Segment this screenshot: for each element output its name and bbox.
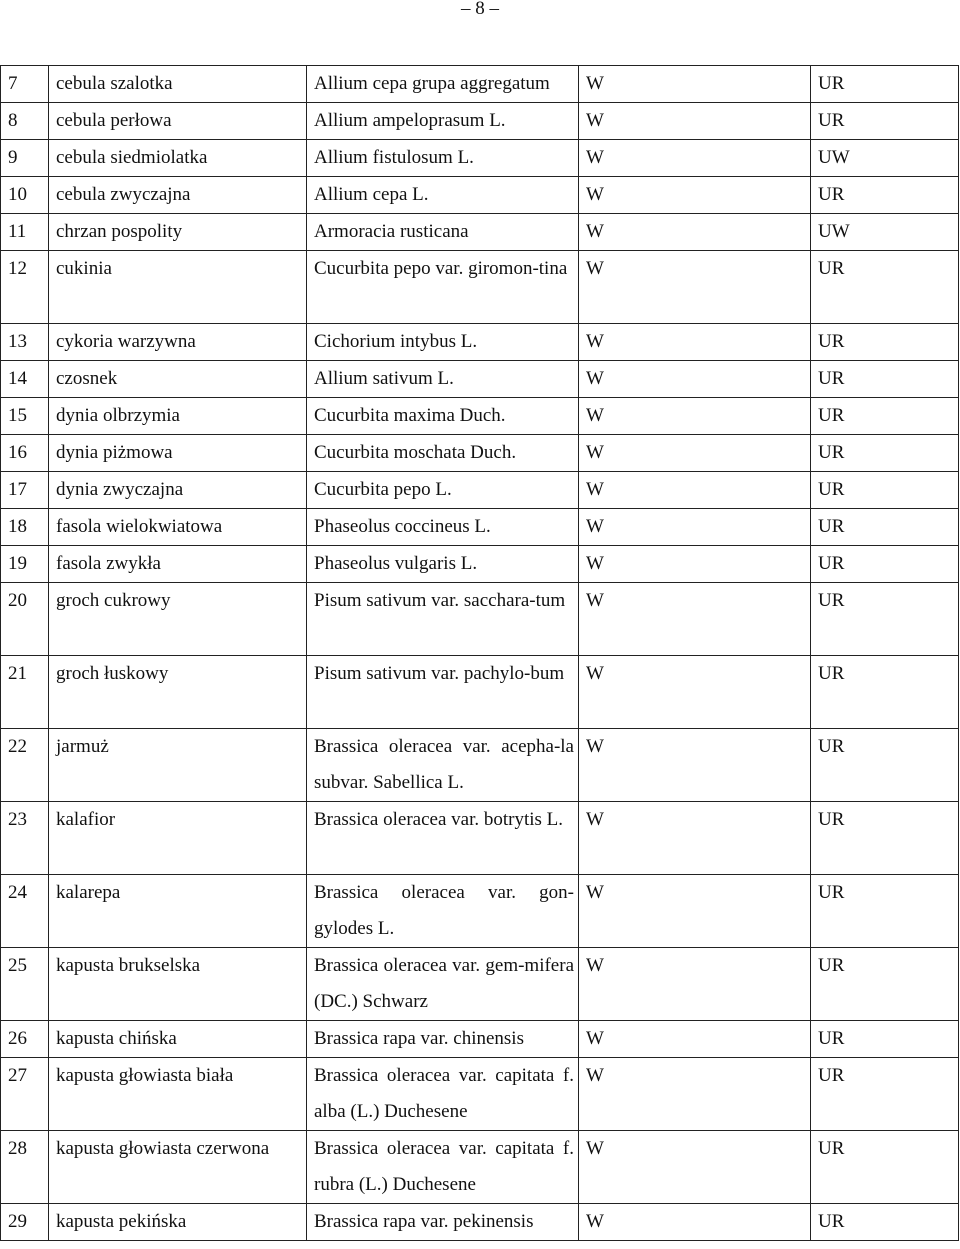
row-number-cell: 27 bbox=[1, 1058, 49, 1131]
status-code-cell: UR bbox=[811, 103, 959, 140]
polish-name-cell: dynia zwyczajna bbox=[49, 472, 307, 509]
polish-name-cell: kapusta pekińska bbox=[49, 1204, 307, 1241]
w-code-cell: W bbox=[579, 656, 811, 729]
row-number-cell: 13 bbox=[1, 324, 49, 361]
w-code-cell: W bbox=[579, 948, 811, 1021]
status-code-cell: UR bbox=[811, 361, 959, 398]
status-code-cell: UR bbox=[811, 948, 959, 1021]
table-row bbox=[1, 66, 959, 103]
polish-name-cell: fasola zwykła bbox=[49, 546, 307, 583]
status-code-cell: UR bbox=[811, 1058, 959, 1131]
w-code-cell: W bbox=[579, 1058, 811, 1131]
table-row bbox=[1, 361, 959, 398]
table-row bbox=[1, 214, 959, 251]
polish-name-cell: cebula perłowa bbox=[49, 103, 307, 140]
status-code-cell: UR bbox=[811, 1021, 959, 1058]
polish-name-cell: jarmuż bbox=[49, 729, 307, 802]
w-code-cell: W bbox=[579, 361, 811, 398]
row-number-cell: 22 bbox=[1, 729, 49, 802]
table-row bbox=[1, 324, 959, 361]
table-row bbox=[1, 509, 959, 546]
latin-name-cell: Cucurbita pepo L. bbox=[307, 472, 579, 509]
latin-name-cell: Brassica oleracea var. botrytis L. bbox=[307, 802, 579, 875]
status-code-cell: UR bbox=[811, 729, 959, 802]
polish-name-cell: kapusta głowiasta czerwona bbox=[49, 1131, 307, 1204]
row-number-cell: 29 bbox=[1, 1204, 49, 1241]
status-code-cell: UR bbox=[811, 324, 959, 361]
row-number-cell: 25 bbox=[1, 948, 49, 1021]
table-row bbox=[1, 948, 959, 1021]
polish-name-cell: fasola wielokwiatowa bbox=[49, 509, 307, 546]
status-code-cell: UR bbox=[811, 546, 959, 583]
latin-name-cell: Allium sativum L. bbox=[307, 361, 579, 398]
status-code-cell: UR bbox=[811, 875, 959, 948]
w-code-cell: W bbox=[579, 729, 811, 802]
w-code-cell: W bbox=[579, 546, 811, 583]
w-code-cell: W bbox=[579, 251, 811, 324]
w-code-cell: W bbox=[579, 509, 811, 546]
table-row bbox=[1, 546, 959, 583]
latin-name-cell: Brassica oleracea var. capitata f. alba (L.) Duchesene bbox=[307, 1058, 579, 1131]
status-code-cell: UW bbox=[811, 140, 959, 177]
table-row bbox=[1, 1058, 959, 1131]
species-table bbox=[0, 65, 959, 1241]
table-row bbox=[1, 729, 959, 802]
latin-name-cell: Brassica oleracea var. acepha-la subvar. Sabellica L. bbox=[307, 729, 579, 802]
species-table-body bbox=[1, 66, 959, 1241]
w-code-cell: W bbox=[579, 140, 811, 177]
polish-name-cell: groch łuskowy bbox=[49, 656, 307, 729]
w-code-cell: W bbox=[579, 435, 811, 472]
status-code-cell: UR bbox=[811, 398, 959, 435]
polish-name-cell: kapusta chińska bbox=[49, 1021, 307, 1058]
polish-name-cell: cebula siedmiolatka bbox=[49, 140, 307, 177]
w-code-cell: W bbox=[579, 875, 811, 948]
status-code-cell: UR bbox=[811, 1204, 959, 1241]
row-number-cell: 9 bbox=[1, 140, 49, 177]
row-number-cell: 18 bbox=[1, 509, 49, 546]
w-code-cell: W bbox=[579, 214, 811, 251]
table-row bbox=[1, 583, 959, 656]
table-row bbox=[1, 177, 959, 214]
table-row bbox=[1, 472, 959, 509]
polish-name-cell: kapusta głowiasta biała bbox=[49, 1058, 307, 1131]
status-code-cell: UW bbox=[811, 214, 959, 251]
latin-name-cell: Brassica oleracea var. gem-mifera (DC.) Schwarz bbox=[307, 948, 579, 1021]
status-code-cell: UR bbox=[811, 656, 959, 729]
table-row bbox=[1, 435, 959, 472]
polish-name-cell: kalafior bbox=[49, 802, 307, 875]
row-number-cell: 14 bbox=[1, 361, 49, 398]
table-row bbox=[1, 656, 959, 729]
w-code-cell: W bbox=[579, 583, 811, 656]
row-number-cell: 15 bbox=[1, 398, 49, 435]
table-row bbox=[1, 398, 959, 435]
row-number-cell: 19 bbox=[1, 546, 49, 583]
w-code-cell: W bbox=[579, 398, 811, 435]
polish-name-cell: dynia piżmowa bbox=[49, 435, 307, 472]
latin-name-cell: Allium cepa grupa aggregatum bbox=[307, 66, 579, 103]
polish-name-cell: chrzan pospolity bbox=[49, 214, 307, 251]
row-number-cell: 24 bbox=[1, 875, 49, 948]
w-code-cell: W bbox=[579, 1021, 811, 1058]
page-number bbox=[0, 0, 960, 20]
table-row bbox=[1, 1131, 959, 1204]
row-number-cell: 11 bbox=[1, 214, 49, 251]
w-code-cell: W bbox=[579, 1131, 811, 1204]
w-code-cell: W bbox=[579, 66, 811, 103]
status-code-cell: UR bbox=[811, 472, 959, 509]
status-code-cell: UR bbox=[811, 66, 959, 103]
polish-name-cell: cykoria warzywna bbox=[49, 324, 307, 361]
polish-name-cell: kalarepa bbox=[49, 875, 307, 948]
table-row bbox=[1, 251, 959, 324]
status-code-cell: UR bbox=[811, 177, 959, 214]
row-number-cell: 10 bbox=[1, 177, 49, 214]
status-code-cell: UR bbox=[811, 509, 959, 546]
w-code-cell: W bbox=[579, 802, 811, 875]
w-code-cell: W bbox=[579, 324, 811, 361]
w-code-cell: W bbox=[579, 472, 811, 509]
row-number-cell: 16 bbox=[1, 435, 49, 472]
status-code-cell: UR bbox=[811, 435, 959, 472]
latin-name-cell: Allium cepa L. bbox=[307, 177, 579, 214]
status-code-cell: UR bbox=[811, 583, 959, 656]
row-number-cell: 28 bbox=[1, 1131, 49, 1204]
latin-name-cell: Allium fistulosum L. bbox=[307, 140, 579, 177]
page-number-text: – 8 – bbox=[461, 0, 499, 19]
latin-name-cell: Allium ampeloprasum L. bbox=[307, 103, 579, 140]
table-row bbox=[1, 875, 959, 948]
latin-name-cell: Cucurbita moschata Duch. bbox=[307, 435, 579, 472]
row-number-cell: 17 bbox=[1, 472, 49, 509]
table-row bbox=[1, 1021, 959, 1058]
polish-name-cell: dynia olbrzymia bbox=[49, 398, 307, 435]
latin-name-cell: Phaseolus coccineus L. bbox=[307, 509, 579, 546]
row-number-cell: 26 bbox=[1, 1021, 49, 1058]
latin-name-cell: Brassica oleracea var. gon-gylodes L. bbox=[307, 875, 579, 948]
latin-name-cell: Brassica rapa var. chinensis bbox=[307, 1021, 579, 1058]
latin-name-cell: Cucurbita pepo var. giromon-tina bbox=[307, 251, 579, 324]
polish-name-cell: cebula zwyczajna bbox=[49, 177, 307, 214]
latin-name-cell: Armoracia rusticana bbox=[307, 214, 579, 251]
polish-name-cell: czosnek bbox=[49, 361, 307, 398]
row-number-cell: 20 bbox=[1, 583, 49, 656]
latin-name-cell: Pisum sativum var. pachylo-bum bbox=[307, 656, 579, 729]
latin-name-cell: Brassica oleracea var. capitata f. rubra (L.) Duchesene bbox=[307, 1131, 579, 1204]
table-row bbox=[1, 103, 959, 140]
polish-name-cell: kapusta brukselska bbox=[49, 948, 307, 1021]
latin-name-cell: Brassica rapa var. pekinensis bbox=[307, 1204, 579, 1241]
w-code-cell: W bbox=[579, 1204, 811, 1241]
latin-name-cell: Pisum sativum var. sacchara-tum bbox=[307, 583, 579, 656]
w-code-cell: W bbox=[579, 177, 811, 214]
polish-name-cell: cebula szalotka bbox=[49, 66, 307, 103]
latin-name-cell: Cucurbita maxima Duch. bbox=[307, 398, 579, 435]
table-row bbox=[1, 1204, 959, 1241]
row-number-cell: 8 bbox=[1, 103, 49, 140]
row-number-cell: 7 bbox=[1, 66, 49, 103]
w-code-cell: W bbox=[579, 103, 811, 140]
row-number-cell: 12 bbox=[1, 251, 49, 324]
status-code-cell: UR bbox=[811, 251, 959, 324]
status-code-cell: UR bbox=[811, 1131, 959, 1204]
table-row bbox=[1, 140, 959, 177]
latin-name-cell: Phaseolus vulgaris L. bbox=[307, 546, 579, 583]
row-number-cell: 23 bbox=[1, 802, 49, 875]
status-code-cell: UR bbox=[811, 802, 959, 875]
table-row bbox=[1, 802, 959, 875]
polish-name-cell: cukinia bbox=[49, 251, 307, 324]
polish-name-cell: groch cukrowy bbox=[49, 583, 307, 656]
row-number-cell: 21 bbox=[1, 656, 49, 729]
latin-name-cell: Cichorium intybus L. bbox=[307, 324, 579, 361]
